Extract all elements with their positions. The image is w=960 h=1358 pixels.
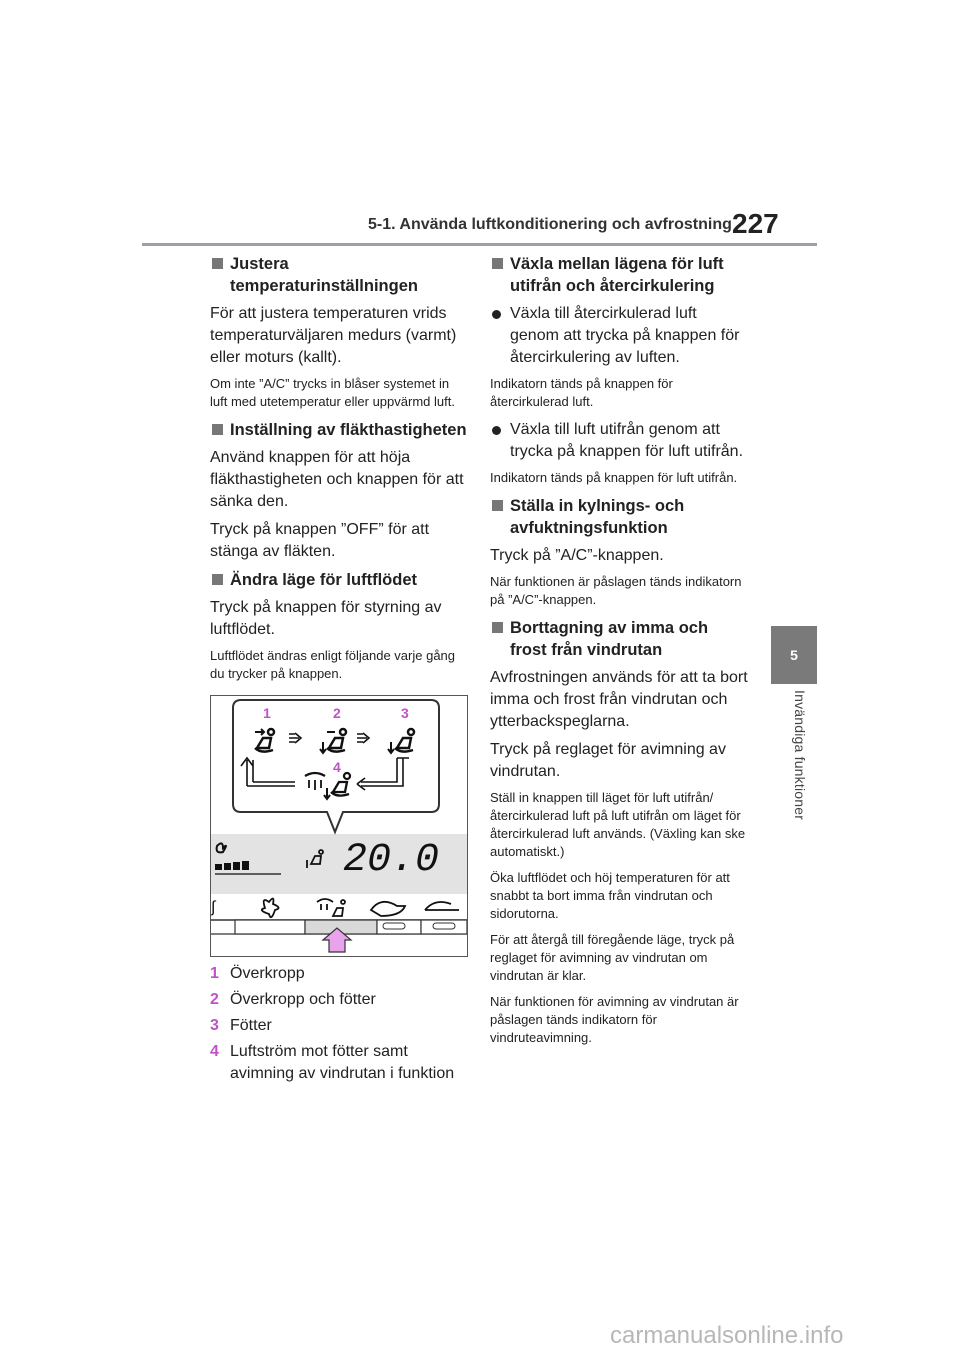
legend-item: 4 Luftström mot fötter samt avimning av vindrutan i funktion: [210, 1043, 455, 1082]
partial-icon: ∫: [211, 899, 216, 916]
body-text: För att justera temperaturen vrids temperaturväljaren medurs (varmt) eller moturs (kallt).: [210, 305, 457, 366]
bullet-dot-icon: [492, 426, 501, 435]
header-divider: [142, 243, 817, 246]
note-text: När funktionen för avimning av vindrutan är påslagen tänds indikatorn för vindruteavimning.: [490, 994, 739, 1045]
header-title: 5-1. Använda luftkonditionering och avfrostning: [368, 216, 732, 233]
bullet-item: Växla till luft utifrån genom att trycka på knappen för luft utifrån.: [490, 419, 748, 463]
body-text: Använd knappen för att höja fläkthastigheten och knappen för att sänka den.: [210, 449, 464, 510]
airflow-mode-figure: [210, 695, 468, 957]
airflow-diagram: [211, 696, 467, 956]
legend-item: 2 Överkropp och fötter: [210, 991, 376, 1008]
note-text: För att återgå till föregående läge, tryck på reglaget för avimning av vindrutan om vindrutan är klar.: [490, 932, 735, 983]
note-text: Indikatorn tänds på knappen för luft utifrån.: [490, 470, 738, 485]
square-bullet-icon: [492, 258, 503, 269]
note-text: Ställ in knappen till läget för luft utifrån/återcirkulerad luft på luft utifrån om läget för återcirkulerad luft används. (Växling kan ske automatiskt.): [490, 790, 746, 859]
section-heading: Justera temperaturinställningen: [210, 253, 468, 297]
watermark: carmanualsonline.info: [610, 1322, 844, 1349]
body-text: Tryck på ”A/C”-knappen.: [490, 547, 664, 564]
note-text: Om inte ”A/C” trycks in blåser systemet in luft med utetemperatur eller uppvärmd luft.: [210, 376, 455, 409]
square-bullet-icon: [212, 574, 223, 585]
body-text: Tryck på reglaget för avimning av vindrutan.: [490, 741, 726, 780]
section-heading: Inställning av fläkthastigheten: [210, 419, 468, 441]
square-bullet-icon: [492, 500, 503, 511]
section-heading: Ställa in kylnings- och avfuktningsfunktion: [490, 495, 748, 539]
callout-1: 1: [263, 705, 271, 721]
chapter-label: Invändiga funktioner: [792, 690, 808, 821]
page-number: 227: [732, 208, 779, 239]
button-outline: [235, 920, 305, 934]
note-text: Indikatorn tänds på knappen för återcirkulerad luft.: [490, 376, 673, 409]
section-heading: Ändra läge för luftflödet: [210, 569, 468, 591]
square-bullet-icon: [212, 424, 223, 435]
note-text: Öka luftflödet och höj temperaturen för att snabbt ta bort imma från vindrutan och sidorutorna.: [490, 870, 730, 921]
body-text: Avfrostningen används för att ta bort imma och frost från vindrutan och ytterbackspeglarna.: [490, 669, 748, 730]
square-bullet-icon: [492, 622, 503, 633]
note-text: Luftflödet ändras enligt följande varje gång du trycker på knappen.: [210, 648, 456, 681]
left-column: [210, 253, 468, 1089]
right-column: [490, 253, 748, 1055]
note-text: När funktionen är påslagen tänds indikatorn på ”A/C”-knappen.: [490, 574, 742, 607]
chapter-tab[interactable]: 5: [771, 626, 817, 684]
bullet-item: Växla till återcirkulerad luft genom att trycka på knappen för återcirkulering av luften.: [490, 303, 748, 369]
square-bullet-icon: [212, 258, 223, 269]
legend-item: 3 Fötter: [210, 1017, 272, 1034]
figure-legend: [210, 963, 468, 1085]
callout-2: 2: [333, 705, 341, 721]
bullet-dot-icon: [492, 310, 501, 319]
legend-item: 1 Överkropp: [210, 965, 305, 982]
temperature-display: 20.0: [343, 838, 440, 883]
callout-3: 3: [401, 705, 409, 721]
body-text: Tryck på knappen för styrning av luftflödet.: [210, 599, 442, 638]
button-outline: [421, 920, 467, 934]
section-heading: Borttagning av imma och frost från vindrutan: [490, 617, 748, 661]
callout-4: 4: [333, 759, 341, 775]
section-heading: Växla mellan lägena för luft utifrån och återcirkulering: [490, 253, 748, 297]
body-text: Tryck på knappen ”OFF” för att stänga av fläkten.: [210, 521, 430, 560]
